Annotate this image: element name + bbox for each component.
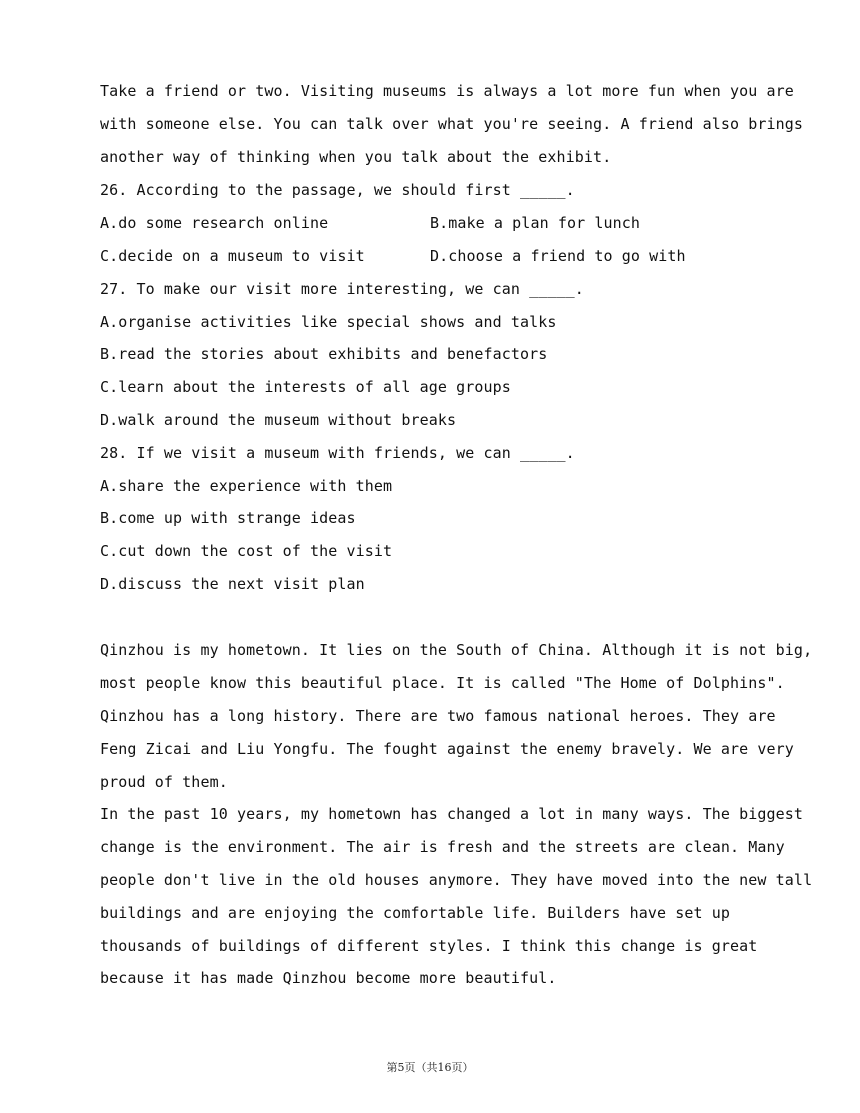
- question-stem: 28. If we visit a museum with friends, we can _____.: [100, 444, 575, 462]
- passage-line: because it has made Qinzhou become more beautiful.: [100, 969, 557, 987]
- passage-line: Qinzhou has a long history. There are two famous national heroes. They are: [100, 707, 776, 725]
- passage-line: with someone else. You can talk over what you're seeing. A friend also brings: [100, 115, 804, 133]
- passage-line: proud of them.: [100, 773, 228, 791]
- option-a: A.do some research online: [100, 214, 329, 232]
- option-b: B.read the stories about exhibits and benefactors: [100, 345, 548, 363]
- option-a: A.organise activities like special shows and talks: [100, 313, 557, 331]
- option-b: B.come up with strange ideas: [100, 509, 356, 527]
- passage-line: buildings and are enjoying the comfortable life. Builders have set up: [100, 904, 731, 922]
- option-b: B.make a plan for lunch: [430, 214, 641, 232]
- passage-line: most people know this beautiful place. It is called "The Home of Dolphins".: [100, 674, 785, 692]
- passage-line: In the past 10 years, my hometown has changed a lot in many ways. The biggest: [100, 805, 804, 823]
- option-c: C.decide on a museum to visit: [100, 247, 365, 265]
- option-d: D.walk around the museum without breaks: [100, 411, 457, 429]
- option-c: C.learn about the interests of all age groups: [100, 378, 511, 396]
- passage-line: Take a friend or two. Visiting museums is always a lot more fun when you are: [100, 82, 794, 100]
- option-c: C.cut down the cost of the visit: [100, 542, 393, 560]
- passage-line: people don't live in the old houses anymore. They have moved into the new tall: [100, 871, 813, 889]
- page-number: 第5页（共16页）: [386, 1061, 474, 1074]
- option-a: A.share the experience with them: [100, 477, 393, 495]
- question-stem: 27. To make our visit more interesting, we can _____.: [100, 280, 584, 298]
- question-stem: 26. According to the passage, we should first _____.: [100, 181, 575, 199]
- passage-line: Feng Zicai and Liu Yongfu. The fought against the enemy bravely. We are very: [100, 740, 794, 758]
- passage-line: Qinzhou is my hometown. It lies on the South of China. Although it is not big,: [100, 641, 813, 659]
- passage-line: another way of thinking when you talk about the exhibit.: [100, 148, 612, 166]
- passage-line: change is the environment. The air is fresh and the streets are clean. Many: [100, 838, 785, 856]
- passage-line: thousands of buildings of different styles. I think this change is great: [100, 937, 758, 955]
- option-d: D.discuss the next visit plan: [100, 575, 365, 593]
- option-d: D.choose a friend to go with: [430, 247, 686, 265]
